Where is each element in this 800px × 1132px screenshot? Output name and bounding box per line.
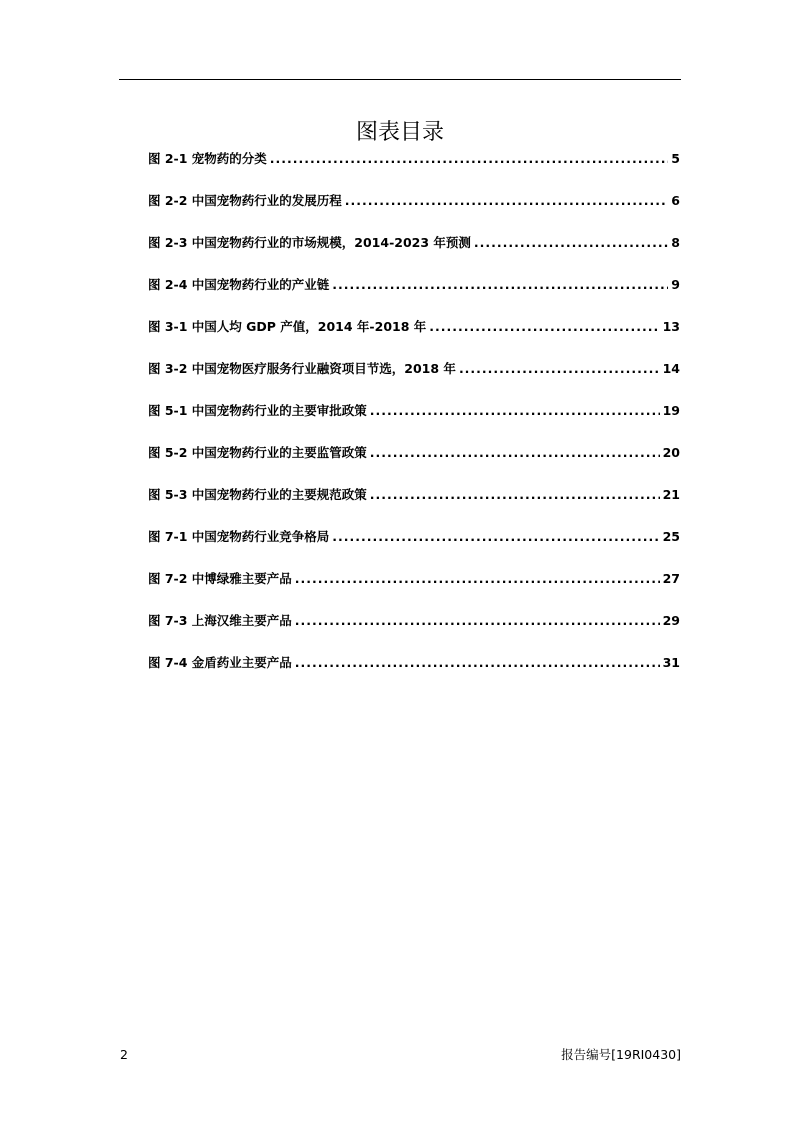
toc-entry[interactable] [148, 358, 680, 400]
toc-entry-page: 5 [671, 151, 680, 166]
toc-leader-dots [459, 358, 660, 380]
toc-leader-dots [370, 442, 660, 464]
toc-entry-page: 20 [662, 445, 680, 460]
toc-entry-page: 31 [662, 655, 680, 670]
toc-entry-label: 图 7-4 金盾药业主要产品 [148, 655, 292, 670]
toc-entry-label: 图 2-3 中国宠物药行业的市场规模，2014-2023 年预测 [148, 235, 471, 250]
toc-leader-dots [295, 568, 660, 590]
toc-leader-dots [370, 400, 660, 422]
toc-entry-label: 图 2-2 中国宠物药行业的发展历程 [148, 193, 342, 208]
toc-leader-dots [370, 484, 660, 506]
toc-entry-page: 27 [662, 571, 680, 586]
toc-entry[interactable] [148, 190, 680, 232]
toc-entry[interactable] [148, 148, 680, 190]
toc-entry-label: 图 3-2 中国宠物医疗服务行业融资项目节选，2018 年 [148, 361, 456, 376]
header-rule [119, 79, 681, 80]
toc-entry-label: 图 7-2 中博绿雅主要产品 [148, 571, 292, 586]
toc-entry-page: 29 [662, 613, 680, 628]
toc-entry-label: 图 2-1 宠物药的分类 [148, 151, 267, 166]
toc-entry-page: 13 [662, 319, 680, 334]
toc-entry-label: 图 5-3 中国宠物药行业的主要规范政策 [148, 487, 367, 502]
toc-entry[interactable] [148, 442, 680, 484]
toc-entry[interactable] [148, 400, 680, 442]
toc-entry-page: 9 [671, 277, 680, 292]
toc-leader-dots [474, 232, 668, 254]
toc-entry[interactable] [148, 568, 680, 610]
page-number: 2 [120, 1047, 128, 1062]
toc-leader-dots [345, 190, 669, 212]
toc-entry-page: 21 [662, 487, 680, 502]
toc-entry[interactable] [148, 526, 680, 568]
report-id: 报告编号[19RI0430] [561, 1047, 681, 1062]
toc-entry[interactable] [148, 274, 680, 316]
toc-entry-page: 8 [671, 235, 680, 250]
toc-entry[interactable] [148, 316, 680, 358]
toc-leader-dots [295, 610, 660, 632]
toc-leader-dots [295, 652, 660, 674]
toc-entry[interactable] [148, 652, 680, 694]
toc-entry-label: 图 7-3 上海汉维主要产品 [148, 613, 292, 628]
toc-leader-dots [332, 526, 659, 548]
page-title: 图表目录 [355, 119, 444, 145]
toc-entry-page: 14 [662, 361, 680, 376]
toc-entry-label: 图 5-1 中国宠物药行业的主要审批政策 [148, 403, 367, 418]
toc-entry-page: 25 [662, 529, 680, 544]
toc-entry-label: 图 2-4 中国宠物药行业的产业链 [148, 277, 330, 292]
toc-leader-dots [429, 316, 659, 338]
toc-entry-page: 19 [662, 403, 680, 418]
toc-leader-dots [270, 148, 669, 170]
toc-entry-label: 图 5-2 中国宠物药行业的主要监管政策 [148, 445, 367, 460]
toc-entry[interactable] [148, 610, 680, 652]
toc-entry-label: 图 3-1 中国人均 GDP 产值，2014 年-2018 年 [148, 319, 427, 334]
toc-entry[interactable] [148, 484, 680, 526]
toc-entry[interactable] [148, 232, 680, 274]
figure-list [148, 148, 680, 694]
toc-entry-label: 图 7-1 中国宠物药行业竞争格局 [148, 529, 330, 544]
toc-entry-page: 6 [671, 193, 680, 208]
toc-leader-dots [332, 274, 668, 296]
